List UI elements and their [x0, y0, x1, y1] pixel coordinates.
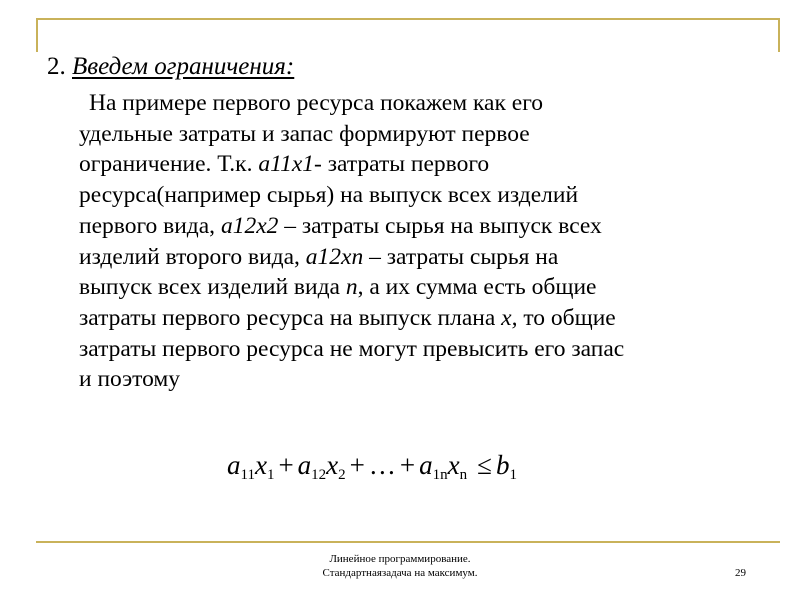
paragraph-text: ограничение. Т.к.: [79, 151, 259, 178]
paragraph-line-10: и поэтому: [79, 366, 181, 393]
paragraph-text: изделий второго вида,: [79, 243, 306, 270]
body-paragraph: [79, 88, 769, 395]
formula-symbol: a: [297, 450, 312, 480]
paragraph-text: , а их сумма есть общие: [357, 274, 597, 301]
paragraph-line-9: затраты первого ресурса не могут превысить его запас: [79, 335, 625, 362]
paragraph-text: - затраты первого: [314, 151, 490, 178]
constraint-formula: [227, 448, 517, 492]
formula-subscript: n: [459, 467, 468, 483]
variable-term: a12x2: [220, 212, 279, 239]
paragraph-text: – затраты сырья на выпуск всех: [278, 212, 602, 239]
paragraph-text: выпуск всех изделий вида: [79, 274, 346, 301]
frame-left-border: [36, 18, 38, 52]
paragraph-line-4: ресурса(например сырья) на выпуск всех изделий: [79, 182, 579, 209]
footer-line-1: Линейное программирование.: [329, 553, 471, 565]
formula-subscript: 1: [509, 467, 517, 483]
formula-subscript: 2: [338, 467, 346, 483]
formula-symbol: a: [419, 450, 433, 480]
variable-term: x,: [501, 304, 518, 331]
formula-operator: +: [349, 450, 365, 480]
formula-operator: +: [278, 450, 294, 480]
section-heading: [47, 53, 294, 81]
formula-subscript: 11: [240, 467, 255, 483]
page-number: 29: [735, 567, 746, 579]
paragraph-line-5: [79, 211, 769, 242]
variable-term: a11x1: [258, 151, 315, 178]
footer-line-2: Стандартнаязадача на максимум.: [322, 567, 478, 579]
paragraph-line-1: На примере первого ресурса покажем как его: [89, 90, 544, 116]
variable-term: n: [345, 274, 358, 301]
formula-subscript: 1: [266, 467, 275, 483]
variable-term: a12xn: [305, 243, 364, 270]
formula-symbol: x: [447, 450, 460, 480]
paragraph-text: первого вида,: [79, 212, 221, 239]
frame-top-border: [36, 18, 780, 20]
formula-symbol: x: [254, 450, 267, 480]
paragraph-text: то общие: [517, 304, 616, 331]
formula-symbol: b: [495, 450, 510, 480]
footer-divider: [36, 541, 780, 543]
formula-subscript: 12: [311, 467, 327, 483]
formula-symbol: x: [326, 450, 339, 480]
paragraph-line-8: [79, 303, 769, 334]
paragraph-line-6: [79, 242, 769, 273]
paragraph-line-7: [79, 272, 769, 303]
paragraph-line-2: удельные затраты и запас формируют первое: [79, 120, 530, 147]
formula-operator: +: [399, 450, 416, 480]
paragraph-text: затраты первого ресурса на выпуск плана: [79, 304, 502, 331]
formula-subscript: 1n: [432, 467, 448, 483]
heading-number: 2.: [47, 53, 72, 80]
paragraph-text: – затраты сырья на: [363, 243, 559, 270]
formula-symbol: a: [227, 450, 241, 480]
formula-operator: ≤: [477, 450, 492, 480]
formula-ellipsis: …: [368, 450, 396, 480]
heading-title: Введем ограничения:: [72, 53, 295, 80]
paragraph-line-3: [79, 149, 769, 180]
footer-caption: [200, 552, 600, 580]
frame-right-border: [778, 18, 780, 52]
